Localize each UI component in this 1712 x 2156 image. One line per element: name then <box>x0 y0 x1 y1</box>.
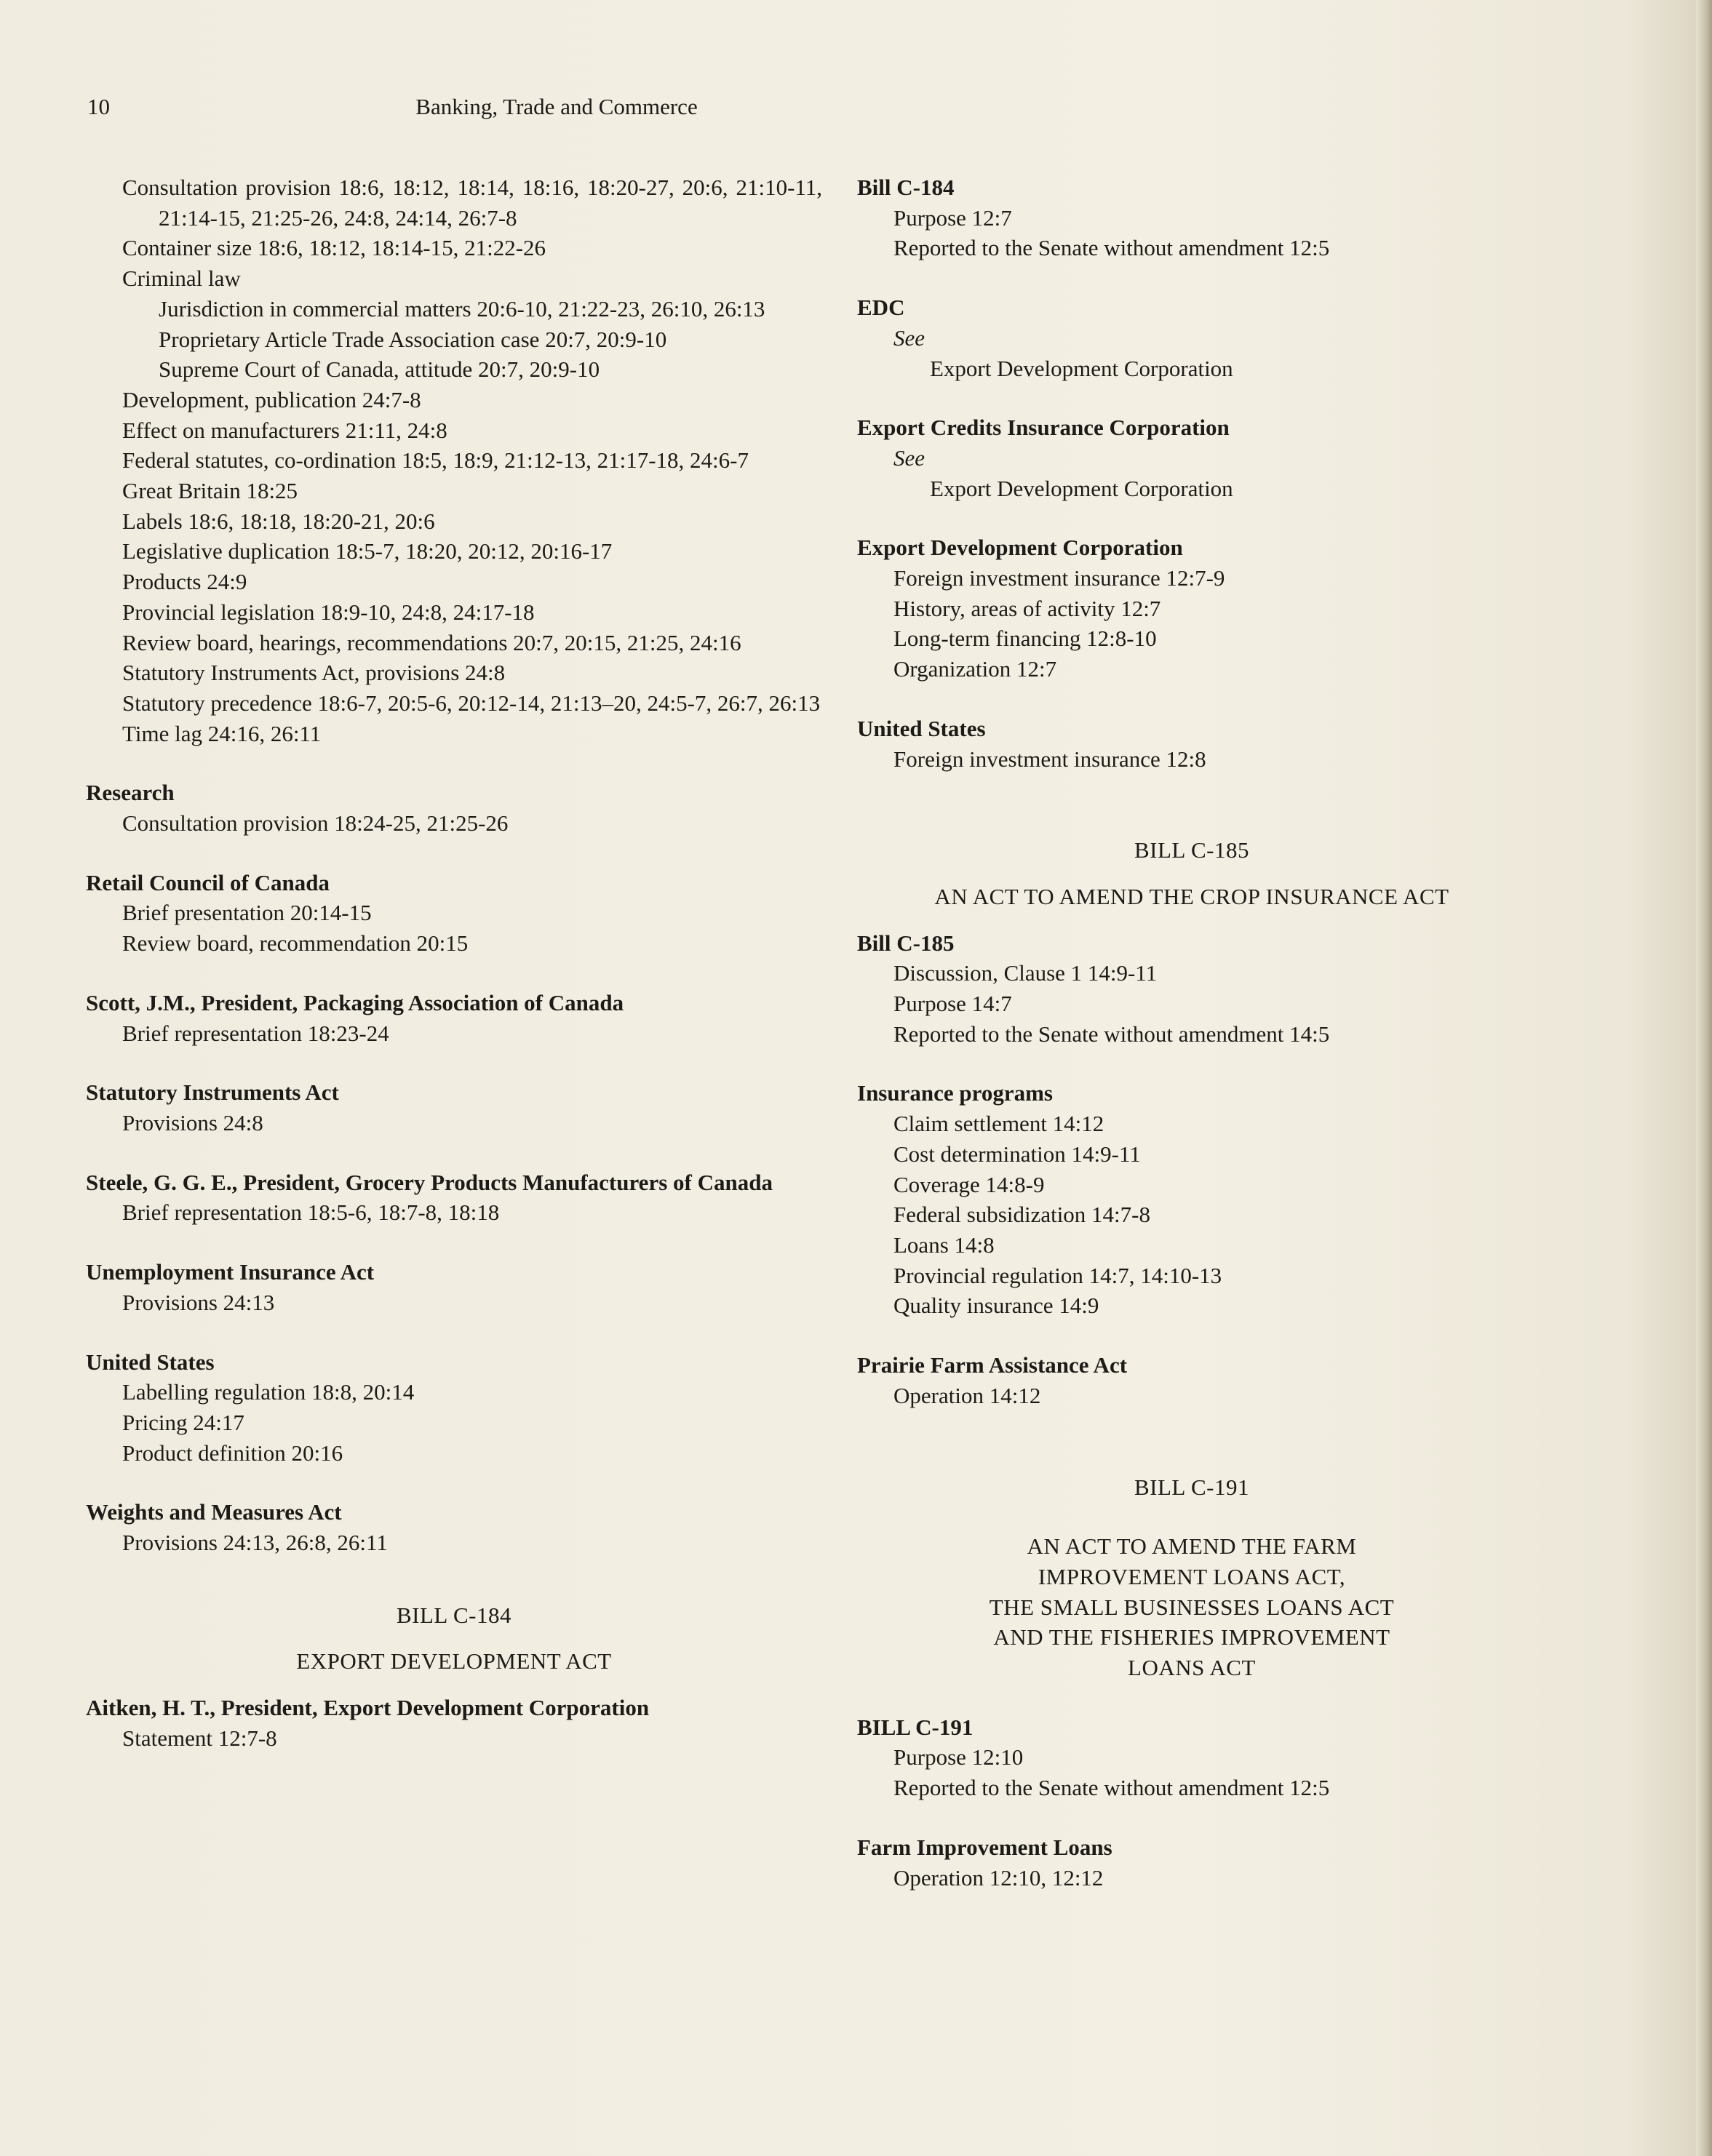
act-title-line: AND THE FISHERIES IMPROVEMENT <box>993 1624 1390 1650</box>
index-subentry: Criminal law <box>122 265 241 292</box>
index-subentry: Labelling regulation 18:8, 20:14 <box>122 1379 415 1405</box>
index-subentry: Operation 12:10, 12:12 <box>893 1864 1104 1891</box>
index-subentry: Brief representation 18:23-24 <box>122 1020 389 1046</box>
index-subentry: Pricing 24:17 <box>122 1409 244 1435</box>
index-subentry: Reported to the Senate without amendment 12:5 <box>893 235 1330 261</box>
index-subentry: Great Britain 18:25 <box>122 478 298 504</box>
index-heading: Bill C-185 <box>857 930 955 956</box>
cross-reference: Export Development Corporation <box>930 355 1233 381</box>
index-heading: Prairie Farm Assistance Act <box>857 1352 1128 1378</box>
index-subsubentry: Proprietary Article Trade Association case 20:7, 20:9-10 <box>159 326 667 352</box>
bill-title: BILL C-185 <box>1134 837 1249 863</box>
index-subentry: Brief representation 18:5-6, 18:7-8, 18:18 <box>122 1199 500 1226</box>
index-subentry: Reported to the Senate without amendment 12:5 <box>893 1775 1330 1801</box>
index-subentry: Purpose 12:10 <box>893 1744 1024 1770</box>
index-heading: Retail Council of Canada <box>86 869 330 895</box>
index-subentry: Effect on manufacturers 21:11, 24:8 <box>122 417 447 443</box>
bill-title: BILL C-184 <box>397 1602 511 1628</box>
page-gutter <box>1696 0 1712 2156</box>
act-title-line: IMPROVEMENT LOANS ACT, <box>1038 1563 1346 1589</box>
index-subentry: Federal subsidization 14:7-8 <box>893 1202 1150 1228</box>
index-heading: Statutory Instruments Act <box>86 1079 339 1106</box>
index-subentry: Consultation provision 18:6, 18:12, 18:14, 18:16, 18:20-27, 20:6, 21:10-11, 21:14-15, 21:25-26, 24:8, 24:14, 26:7-8 <box>122 175 822 231</box>
act-title: EXPORT DEVELOPMENT ACT <box>296 1648 612 1674</box>
index-subsubentry: Jurisdiction in commercial matters 20:6-10, 21:22-23, 26:10, 26:13 <box>159 295 765 322</box>
index-subentry: Legislative duplication 18:5-7, 18:20, 20:12, 20:16-17 <box>122 538 613 564</box>
act-title-line: THE SMALL BUSINESSES LOANS ACT <box>989 1594 1395 1620</box>
index-subentry: Provisions 24:8 <box>122 1109 263 1135</box>
index-subentry: Products 24:9 <box>122 569 247 595</box>
index-subentry: Federal statutes, co-ordination 18:5, 18:9, 21:12-13, 21:17-18, 24:6-7 <box>122 447 749 474</box>
index-subentry: Statutory Instruments Act, provisions 24:8 <box>122 660 506 686</box>
index-heading: Export Development Corporation <box>857 535 1183 561</box>
index-subentry: Provisions 24:13 <box>122 1289 275 1315</box>
index-subentry: Foreign investment insurance 12:7-9 <box>893 565 1225 591</box>
index-subentry: History, areas of activity 12:7 <box>893 595 1161 621</box>
running-title: Banking, Trade and Commerce <box>415 94 698 119</box>
act-title-line: LOANS ACT <box>1128 1655 1256 1681</box>
index-subentry: Development, publication 24:7-8 <box>122 386 421 412</box>
index-subentry: Operation 14:12 <box>893 1382 1041 1408</box>
index-subentry: Provincial regulation 14:7, 14:10-13 <box>893 1262 1222 1288</box>
see-reference: See <box>893 444 925 471</box>
index-subentry: Long-term financing 12:8-10 <box>893 626 1157 652</box>
act-title-line: AN ACT TO AMEND THE FARM <box>1027 1533 1357 1560</box>
index-subentry: Claim settlement 14:12 <box>893 1111 1104 1137</box>
index-heading: Scott, J.M., President, Packaging Association of Canada <box>86 989 624 1015</box>
index-subentry: Cost determination 14:9-11 <box>893 1141 1141 1167</box>
index-heading: Aitken, H. T., President, Export Development Corporation <box>86 1695 650 1721</box>
index-subentry: Labels 18:6, 18:18, 18:20-21, 20:6 <box>122 508 435 534</box>
left-column <box>86 172 822 1754</box>
page-header <box>87 89 1026 125</box>
index-subentry: Provincial legislation 18:9-10, 24:8, 24:17-18 <box>122 599 535 625</box>
index-subentry: Statement 12:7-8 <box>122 1725 277 1751</box>
index-heading: United States <box>86 1349 215 1375</box>
index-subentry: Reported to the Senate without amendment 14:5 <box>893 1021 1330 1047</box>
index-heading: United States <box>857 715 986 741</box>
index-subentry: Foreign investment insurance 12:8 <box>893 746 1206 772</box>
see-reference: See <box>893 324 925 351</box>
index-heading: Export Credits Insurance Corporation <box>857 415 1230 441</box>
index-heading: Insurance programs <box>857 1080 1053 1106</box>
index-subentry: Organization 12:7 <box>893 656 1057 682</box>
index-heading: EDC <box>857 295 905 321</box>
index-subentry: Consultation provision 18:24-25, 21:25-26 <box>122 810 509 837</box>
page-number: 10 <box>87 94 110 119</box>
index-heading: Research <box>86 780 175 806</box>
bill-title: BILL C-191 <box>1134 1474 1249 1500</box>
cross-reference: Export Development Corporation <box>930 475 1233 501</box>
index-subentry: Purpose 14:7 <box>893 991 1012 1017</box>
index-subentry: Loans 14:8 <box>893 1231 995 1258</box>
index-subentry: Product definition 20:16 <box>122 1440 343 1466</box>
index-heading: BILL C-191 <box>857 1714 974 1740</box>
right-column <box>857 172 1526 1893</box>
index-heading: Bill C-184 <box>857 175 955 200</box>
index-subsubentry: Supreme Court of Canada, attitude 20:7, 20:9-10 <box>159 356 600 383</box>
index-heading: Steele, G. G. E., President, Grocery Products Manufacturers of Canada <box>86 1169 773 1195</box>
index-subentry: Time lag 24:16, 26:11 <box>122 720 322 746</box>
index-subentry: Review board, hearings, recommendations 20:7, 20:15, 21:25, 24:16 <box>122 629 741 655</box>
index-heading: Farm Improvement Loans <box>857 1834 1112 1860</box>
index-subentry: Purpose 12:7 <box>893 204 1012 231</box>
act-title: AN ACT TO AMEND THE CROP INSURANCE ACT <box>934 883 1449 909</box>
index-heading: Weights and Measures Act <box>86 1499 342 1525</box>
index-subentry: Container size 18:6, 18:12, 18:14-15, 21:22-26 <box>122 235 546 261</box>
index-subentry: Review board, recommendation 20:15 <box>122 930 469 957</box>
index-subentry: Coverage 14:8-9 <box>893 1171 1045 1197</box>
index-subentry: Discussion, Clause 1 14:9-11 <box>893 960 1158 986</box>
index-subentry: Quality insurance 14:9 <box>893 1293 1099 1319</box>
index-subentry: Statutory precedence 18:6-7, 20:5-6, 20:12-14, 21:13–20, 24:5-7, 26:7, 26:13 <box>122 690 821 716</box>
index-heading: Unemployment Insurance Act <box>86 1259 375 1285</box>
index-subentry: Provisions 24:13, 26:8, 26:11 <box>122 1530 388 1556</box>
index-subentry: Brief presentation 20:14-15 <box>122 900 372 926</box>
